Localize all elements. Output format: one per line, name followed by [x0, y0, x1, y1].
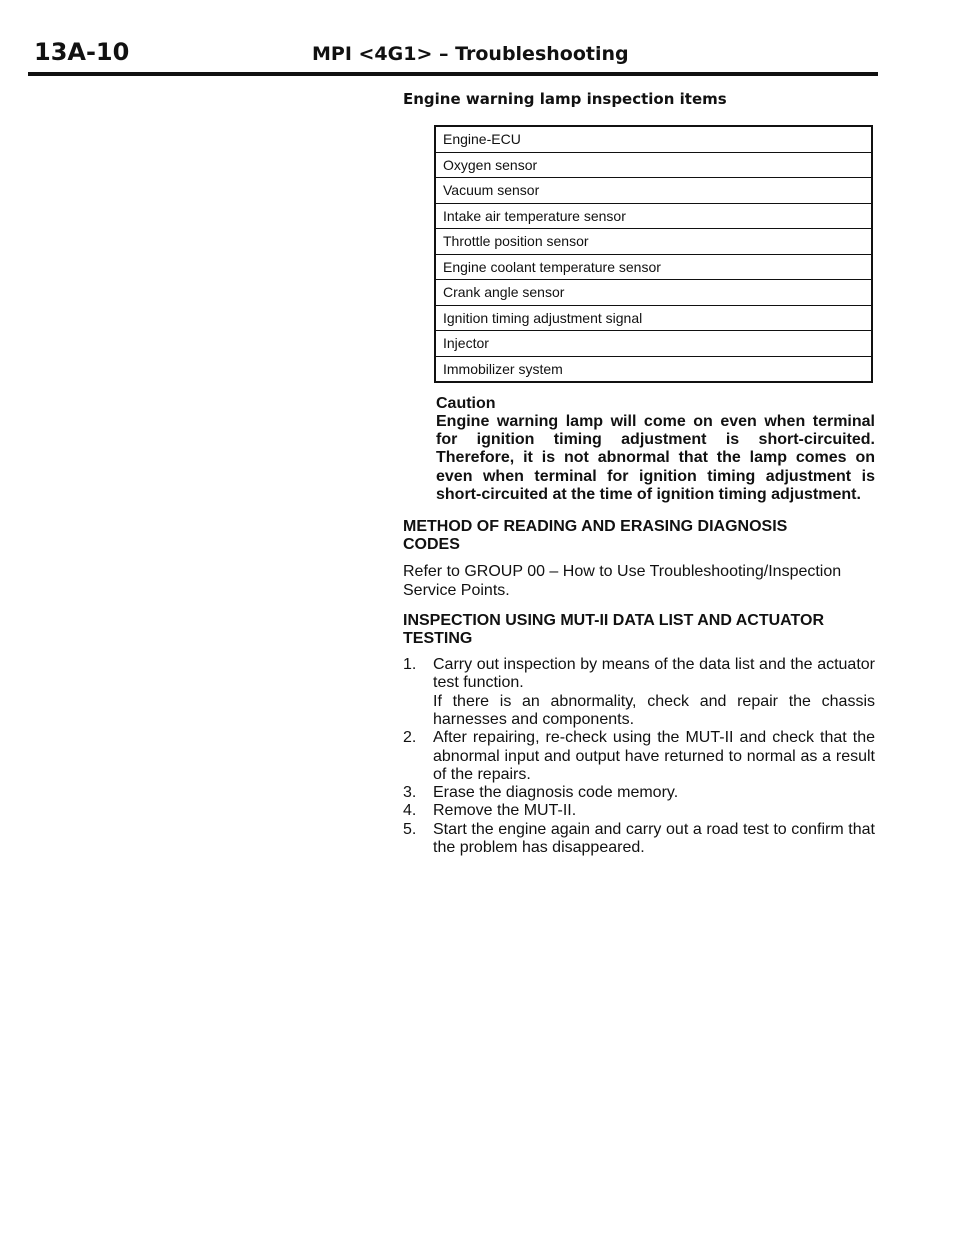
table-cell: Oxygen sensor	[435, 152, 872, 178]
step-text: Erase the diagnosis code memory.	[433, 784, 679, 802]
inspection-items-table	[434, 125, 873, 383]
table-row	[435, 229, 872, 255]
table-row	[435, 331, 872, 357]
caution-body: Engine warning lamp will come on even when terminal for ignition timing adjustment is short-circuited. Therefore, it is not abnormal that the lamp comes on even when terminal for ignition timing adjustment is short-circuited at the time of ignition timing adjustment.	[436, 413, 875, 503]
table-cell: Immobilizer system	[443, 360, 563, 377]
step-number: 2.	[403, 729, 417, 747]
table-row	[435, 280, 872, 306]
step-number: 1.	[403, 656, 417, 674]
inspection-items-heading: Engine warning lamp inspection items	[403, 90, 727, 108]
table-cell: Engine coolant temperature sensor	[435, 254, 872, 280]
table-cell: Throttle position sensor	[435, 229, 872, 255]
step-text: Carry out inspection by means of the data list and the actuator test function.	[433, 656, 875, 692]
step-number: 4.	[403, 802, 417, 820]
table-row	[435, 178, 872, 204]
page-content	[403, 90, 875, 857]
table-row	[435, 356, 872, 382]
list-item	[403, 821, 875, 858]
page-number: 13A-10	[34, 38, 130, 66]
step-extra: If there is an abnormality, check and repair the chassis harnesses and components.	[433, 692, 875, 728]
mut-inspection-heading: INSPECTION USING MUT-II DATA LIST AND ACTUATOR TESTING	[403, 612, 825, 648]
step-number: 5.	[403, 820, 417, 838]
step-number: 3.	[403, 784, 417, 802]
table-cell: Intake air temperature sensor	[435, 203, 872, 229]
caution-title: Caution	[436, 395, 496, 412]
table-cell: Injector	[435, 331, 872, 357]
header-rule	[28, 72, 878, 76]
step-text: After repairing, re-check using the MUT-II and check that the abnormal input and output have returned to normal as a result of the repairs.	[433, 729, 875, 783]
caution-block	[436, 395, 875, 504]
reading-codes-text: Refer to GROUP 00 – How to Use Troubleshooting/Inspection Service Points.	[403, 563, 842, 599]
table-row	[435, 305, 872, 331]
step-text: Remove the MUT-II.	[433, 802, 577, 820]
table-row	[435, 152, 872, 178]
reading-codes-heading: METHOD OF READING AND ERASING DIAGNOSIS CODES	[403, 518, 788, 554]
table-cell: Engine-ECU	[435, 126, 872, 152]
table-row	[435, 254, 872, 280]
table-row	[435, 126, 872, 152]
inspection-steps	[403, 656, 875, 857]
list-item	[403, 784, 875, 802]
list-item	[403, 656, 875, 729]
table-cell: Vacuum sensor	[435, 178, 872, 204]
step-text: Start the engine again and carry out a road test to confirm that the problem has disappeared.	[433, 820, 875, 856]
list-item	[403, 802, 875, 820]
table-cell: Ignition timing adjustment signal	[435, 305, 872, 331]
table-cell: Crank angle sensor	[435, 280, 872, 306]
list-item	[403, 729, 875, 784]
table-row	[435, 203, 872, 229]
running-title: MPI <4G1> – Troubleshooting	[312, 43, 629, 65]
